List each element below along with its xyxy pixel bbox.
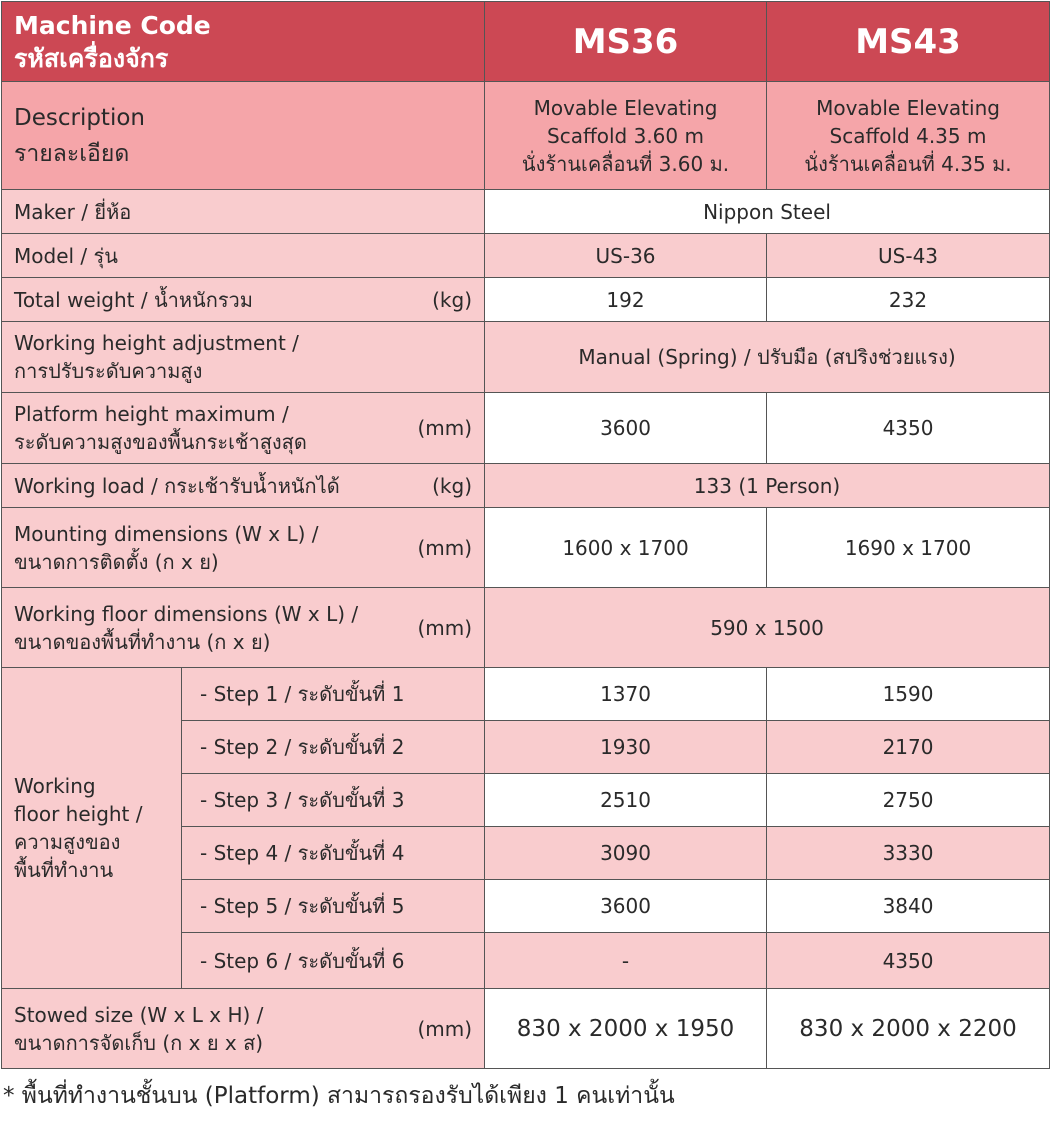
step-col1: - [485,933,767,989]
step-col2: 2170 [767,721,1050,774]
model-row [2,234,1050,278]
description-col1-line: นั่งร้านเคลื่อนที่ 3.60 ม. [521,151,730,176]
floor-height-label [2,668,182,989]
platform-height-label-cell [2,393,485,464]
step-col2: 3840 [767,880,1050,933]
height-adjustment-label-line: Working height adjustment / [14,331,299,355]
maker-value: Nippon Steel [485,190,1050,234]
step-col2: 3330 [767,827,1050,880]
step-col2: 4350 [767,933,1050,989]
model-label: Model / รุ่น [2,234,485,278]
platform-height-row [2,393,1050,464]
step-col1: 3090 [485,827,767,880]
stowed-size-col1: 830 x 2000 x 1950 [485,989,767,1069]
stowed-size-col2: 830 x 2000 x 2200 [767,989,1050,1069]
step-col2: 1590 [767,668,1050,721]
total-weight-label: Total weight / น้ำหนักรวม [14,287,253,312]
height-adjustment-value: Manual (Spring) / ปรับมือ (สปริงช่วยแรง) [485,322,1050,393]
height-adjustment-label-line: การปรับระดับความสูง [14,359,203,383]
floor-height-label-line: floor height / [14,802,143,826]
height-adjustment-row [2,322,1050,393]
description-label [2,82,485,190]
floor-height-label-line: Working [14,774,96,798]
stowed-size-unit: (mm) [417,1016,473,1041]
description-label-th: รายละเอียด [14,140,130,167]
machine-code-col2: MS43 [767,2,1050,82]
total-weight-unit: (kg) [432,287,473,312]
working-load-label: Working load / กระเช้ารับน้ำหนักได้ [14,473,340,498]
description-col2 [767,82,1050,190]
stowed-size-label-cell [2,989,485,1069]
floor-dimensions-label-line: ขนาดของพื้นที่ทำงาน (ก x ย) [14,629,271,654]
machine-code-label-th: รหัสเครื่องจักร [14,43,169,73]
total-weight-col1: 192 [485,278,767,322]
model-col2: US-43 [767,234,1050,278]
machine-code-col1: MS36 [485,2,767,82]
description-col1-line: Movable Elevating [533,95,718,120]
spec-table [1,1,1050,1069]
mounting-dimensions-label-cell [2,508,485,588]
working-load-row [2,464,1050,508]
step-col1: 3600 [485,880,767,933]
description-col2-line: Scaffold 4.35 m [829,123,987,148]
mounting-dimensions-unit: (mm) [417,535,473,560]
step-col1: 1370 [485,668,767,721]
floor-dimensions-unit: (mm) [417,615,473,640]
mounting-dimensions-row [2,508,1050,588]
platform-height-label-line: Platform height maximum / [14,402,289,426]
floor-height-label-line: ความสูงของ [14,830,121,854]
platform-height-col2: 4350 [767,393,1050,464]
working-load-label-cell [2,464,485,508]
total-weight-col2: 232 [767,278,1050,322]
total-weight-row [2,278,1050,322]
machine-code-label-en: Machine Code [14,10,211,40]
floor-dimensions-label-line: Working floor dimensions (W x L) / [14,601,359,626]
mounting-dimensions-col1: 1600 x 1700 [485,508,767,588]
platform-height-unit: (mm) [417,416,473,440]
floor-dimensions-row [2,588,1050,668]
floor-height-label-line: พื้นที่ทำงาน [14,858,114,882]
platform-height-label-line: ระดับความสูงของพื้นกระเช้าสูงสุด [14,430,307,454]
height-adjustment-label [2,322,485,393]
machine-code-header [2,2,485,82]
footnote: * พื้นที่ทำงานชั้นบน (Platform) สามารถรองรับได้เพียง 1 คนเท่านั้น [3,1083,675,1109]
description-col1 [485,82,767,190]
working-load-value: 133 (1 Person) [485,464,1050,508]
header-row [2,2,1050,82]
mounting-dimensions-label-line: Mounting dimensions (W x L) / [14,521,319,546]
working-load-unit: (kg) [432,473,473,498]
description-col2-line: นั่งร้านเคลื่อนที่ 4.35 ม. [804,151,1012,176]
step-label: - Step 3 / ระดับขั้นที่ 3 [182,774,485,827]
step-label: - Step 5 / ระดับขั้นที่ 5 [182,880,485,933]
description-row [2,82,1050,190]
description-col2-line: Movable Elevating [816,95,1000,120]
maker-row [2,190,1050,234]
stowed-size-label-line: ขนาดการจัดเก็บ (ก x ย x ส) [14,1030,264,1055]
stowed-size-row [2,989,1050,1069]
step-label: - Step 4 / ระดับขั้นที่ 4 [182,827,485,880]
floor-dimensions-label-cell [2,588,485,668]
step-label: - Step 2 / ระดับขั้นที่ 2 [182,721,485,774]
step-col1: 2510 [485,774,767,827]
mounting-dimensions-col2: 1690 x 1700 [767,508,1050,588]
maker-label: Maker / ยี่ห้อ [2,190,485,234]
step-col2: 2750 [767,774,1050,827]
model-col1: US-36 [485,234,767,278]
stowed-size-label-line: Stowed size (W x L x H) / [14,1002,264,1027]
step-label: - Step 1 / ระดับขั้นที่ 1 [182,668,485,721]
floor-dimensions-value: 590 x 1500 [485,588,1050,668]
step-label: - Step 6 / ระดับขั้นที่ 6 [182,933,485,989]
step-col1: 1930 [485,721,767,774]
total-weight-label-cell [2,278,485,322]
description-label-en: Description [14,104,145,131]
description-col1-line: Scaffold 3.60 m [547,123,704,148]
platform-height-col1: 3600 [485,393,767,464]
floor-height-step-row [2,668,1050,721]
mounting-dimensions-label-line: ขนาดการติดตั้ง (ก x ย) [14,549,219,574]
